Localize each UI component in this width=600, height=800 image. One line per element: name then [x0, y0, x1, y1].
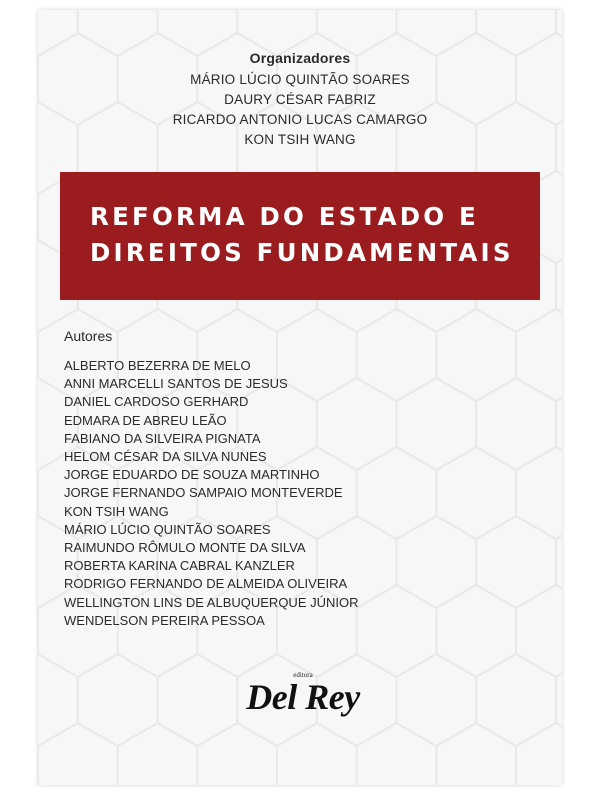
author-name: RAIMUNDO RÔMULO MONTE DA SILVA — [64, 540, 306, 556]
book-title-line-1: REFORMA DO ESTADO E — [90, 202, 479, 231]
book-title-line-2: DIREITOS FUNDAMENTAIS — [90, 238, 514, 267]
author-name: DANIEL CARDOSO GERHARD — [64, 394, 249, 410]
publisher-logo — [223, 668, 383, 728]
author-name: ANNI MARCELLI SANTOS DE JESUS — [64, 376, 288, 392]
author-name: ROBERTA KARINA CABRAL KANZLER — [64, 558, 295, 574]
author-name: FABIANO DA SILVEIRA PIGNATA — [64, 430, 261, 446]
organizers-heading: Organizadores — [249, 50, 351, 66]
organizer-name: DAURY CÉSAR FABRIZ — [224, 92, 376, 107]
organizer-name: RICARDO ANTONIO LUCAS CAMARGO — [172, 112, 428, 127]
authors-heading: Autores — [64, 328, 113, 344]
author-name: JORGE FERNANDO SAMPAIO MONTEVERDE — [64, 485, 343, 501]
organizer-name: MÁRIO LÚCIO QUINTÃO SOARES — [190, 72, 410, 87]
publisher-label: editora — [293, 671, 313, 679]
author-name: JORGE EDUARDO DE SOUZA MARTINHO — [64, 467, 320, 483]
title-band — [60, 172, 540, 300]
author-name: RODRIGO FERNANDO DE ALMEIDA OLIVEIRA — [64, 576, 348, 592]
author-name: KON TSIH WANG — [64, 503, 169, 519]
authors-block — [64, 328, 534, 630]
organizers-block — [38, 50, 562, 150]
publisher-name: Del Rey — [246, 677, 360, 717]
author-name: ALBERTO BEZERRA DE MELO — [64, 358, 251, 373]
author-name: MÁRIO LÚCIO QUINTÃO SOARES — [64, 521, 271, 537]
book-cover — [38, 10, 562, 785]
author-name: HELOM CÉSAR DA SILVA NUNES — [64, 449, 267, 465]
author-name: EDMARA DE ABREU LEÃO — [64, 412, 227, 428]
author-name: WELLINGTON LINS DE ALBUQUERQUE JÚNIOR — [64, 594, 359, 610]
organizer-name: KON TSIH WANG — [244, 132, 356, 147]
author-name: WENDELSON PEREIRA PESSOA — [64, 612, 265, 628]
